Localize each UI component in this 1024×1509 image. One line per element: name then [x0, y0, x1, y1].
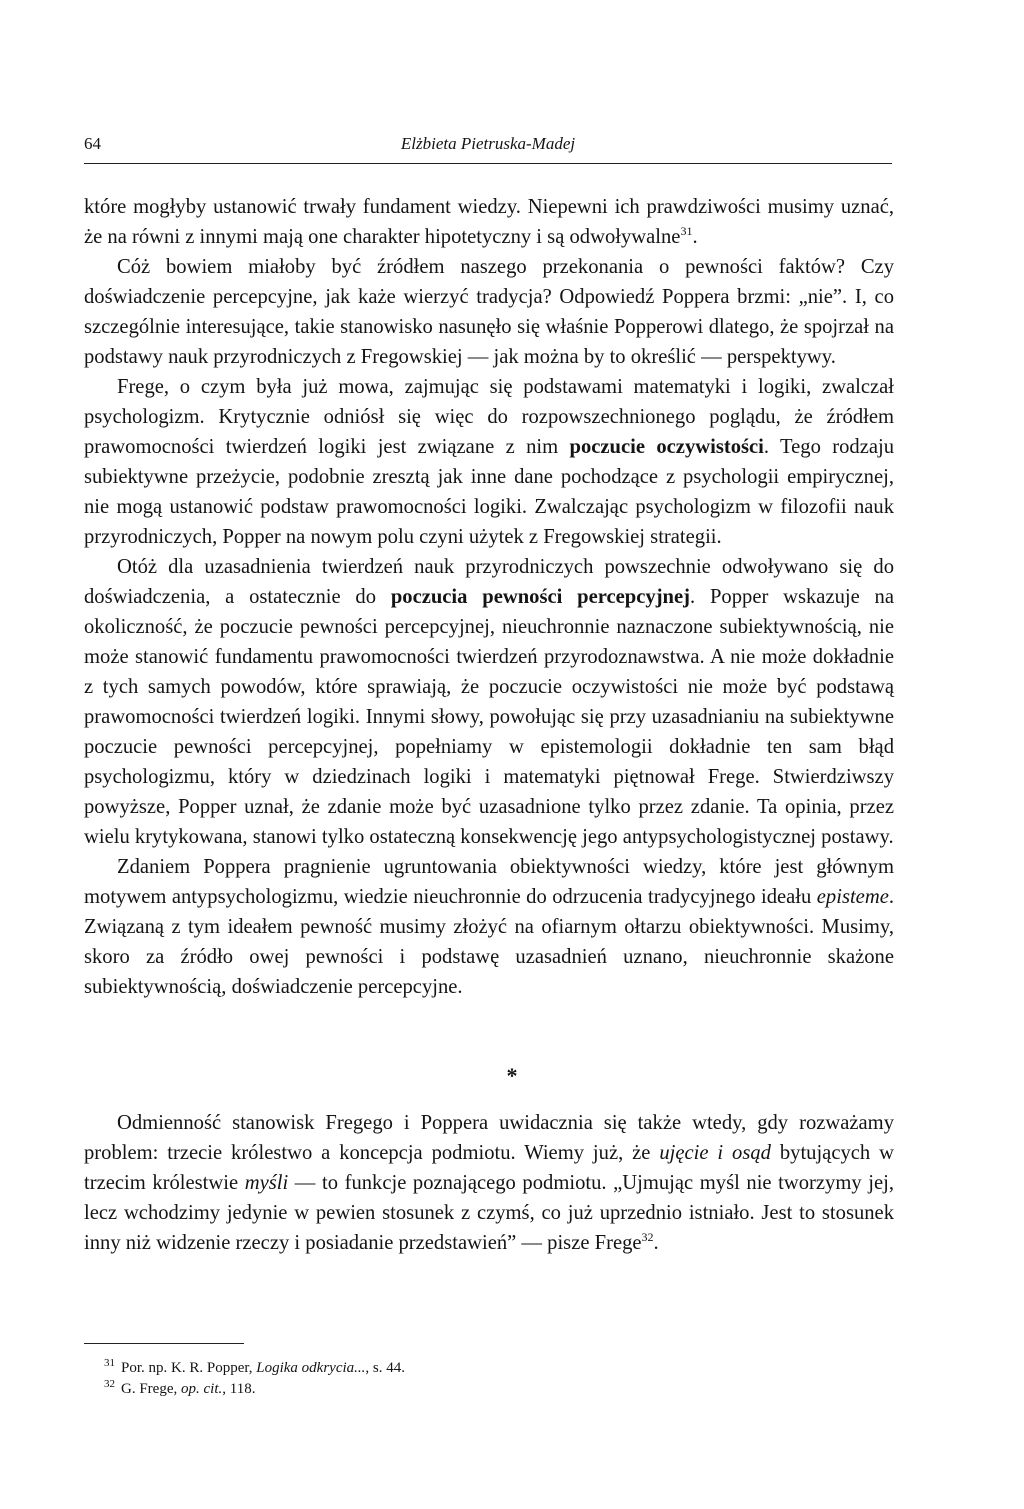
text-run: bytujących w trzecim królestwie	[84, 1142, 894, 1194]
text-run: Frege, o czym była już mowa, zajmując się podstawami matematyki i logiki, zwalczał psychologizm. Krytycznie odniósł się więc do rozpowszechnionego poglądu, że źródłem prawomocności twierdzeń logiki jest związane z nim	[84, 376, 894, 458]
footnote-rule	[84, 1343, 244, 1344]
running-head-author: Elżbieta Pietruska-Madej	[400, 134, 576, 153]
main-text-continued	[84, 1108, 894, 1258]
paragraph	[84, 1108, 894, 1258]
paragraph	[84, 252, 894, 372]
header-rule	[84, 163, 892, 164]
footnote-ref: 32	[641, 1230, 654, 1245]
text-run: Por. np. K. R. Popper,	[121, 1360, 257, 1376]
text-run: . Tego rodzaju subiektywne przeżycie, podobnie zresztą jak inne dane pochodzące z psychologii empirycznej, nie mogą ustanowić podstaw prawomocności logiki. Zwalczając psychologizm w filozofii nauk przyrodniczych, Popper na nowym polu czyni użytek z Fregowskiej strategii.	[84, 436, 894, 548]
paragraph	[84, 852, 894, 1002]
footnotes	[104, 1358, 804, 1400]
text-run: Zdaniem Poppera pragnienie ugruntowania obiektywności wiedzy, które jest głównym motywem antypsychologizmu, wiedzie nieuchronnie do odrzucenia tradycyjnego ideału	[84, 856, 894, 908]
main-text	[84, 192, 894, 1002]
text-run: , s. 44.	[365, 1360, 405, 1376]
paragraph	[84, 552, 894, 852]
text-run: . Związaną z tym ideałem pewność musimy złożyć na ofiarnym ołtarzu obiektywności. Musimy, skoro za źródło owej pewności i podstawę uzasadnień uznano, nieuchronnie skażone subiektywnością, doświadczenie percepcyjne.	[84, 886, 894, 998]
text-run: , 118.	[222, 1381, 256, 1397]
text-run: Otóż dla uzasadnienia twierdzeń nauk przyrodniczych powszechnie odwoływano się do doświadczenia, a ostatecznie do	[84, 556, 894, 608]
footnote-number: 31	[104, 1357, 115, 1369]
emphasis-italic: myśli	[244, 1172, 289, 1194]
running-header	[84, 128, 892, 158]
footnote	[104, 1358, 804, 1379]
text-run: które mogłyby ustanowić trwały fundament wiedzy. Niepewni ich prawdziwości musimy uznać, że na równi z innymi mają one charakter hipotetyczny i są odwoływalne	[84, 196, 894, 248]
emphasis-italic: episteme	[816, 886, 889, 908]
section-separator: *	[506, 1063, 518, 1088]
text-run: — to funkcje poznającego podmiotu. „Ujmując myśl nie tworzymy jej, lecz wchodzimy jedynie w pewien stosunek z czymś, co już uprzednio istniało. Jest to stosunek inny niż widzenie rzeczy i posiadanie przedstawień” — pisze Frege	[84, 1172, 894, 1254]
text-run: Odmienność stanowisk Fregego i Poppera uwidacznia się także wtedy, gdy rozważamy problem: trzecie królestwo a koncepcja podmiotu. Wiemy już, że	[84, 1112, 894, 1164]
text-run: . Popper wskazuje na okoliczność, że poczucie pewności percepcyjnej, nieuchronnie naznaczone subiektywnością, nie może stanowić fundamentu prawomocności twierdzeń przyrodoznawstwa. A nie może dokładnie z tych samych powodów, które sprawiają, że poczucie oczywistości nie może być podstawą prawomocności twierdzeń logiki. Innymi słowy, powołując się przy uzasadnianiu na subiektywne poczucie pewności percepcyjnej, popełniamy w epistemologii dokładnie ten sam błąd psychologizmu, który w dziedzinach logiki i matematyki piętnował Frege. Stwierdziwszy powyższe, Popper uznał, że zdanie może być uzasadnione tylko przez zdanie. Ta opinia, przez wielu krytykowana, stanowi tylko ostateczną konsekwencję jego antypsychologistycznej postawy.	[84, 586, 894, 848]
emphasis-italic: Logika odkrycia...	[256, 1360, 366, 1376]
paragraph	[84, 192, 894, 252]
page-number: 64	[84, 134, 101, 153]
text-run: Cóż bowiem miałoby być źródłem naszego przekonania o pewności faktów? Czy doświadczenie percepcyjne, jak każe wierzyć tradycja? Odpowiedź Poppera brzmi: „nie”. I, co szczególnie interesujące, takie stanowisko nasunęło się właśnie Popperowi dlatego, że spojrzał na podstawy nauk przyrodniczych z Fregowskiej — jak można by to określić — perspektywy.	[84, 256, 894, 368]
emphasis-bold: poczucie oczywistości	[569, 436, 764, 458]
emphasis-italic: ujęcie i osąd	[659, 1142, 771, 1164]
text-run: .	[692, 226, 698, 248]
emphasis-italic: op. cit.	[181, 1381, 223, 1397]
text-run: G. Frege,	[121, 1381, 181, 1397]
paragraph	[84, 372, 894, 552]
footnote-ref: 31	[680, 224, 693, 239]
emphasis-bold: poczucia pewności percepcyjnej	[390, 586, 691, 608]
footnote	[104, 1379, 804, 1400]
text-run: .	[653, 1232, 659, 1254]
footnote-number: 32	[104, 1378, 115, 1390]
